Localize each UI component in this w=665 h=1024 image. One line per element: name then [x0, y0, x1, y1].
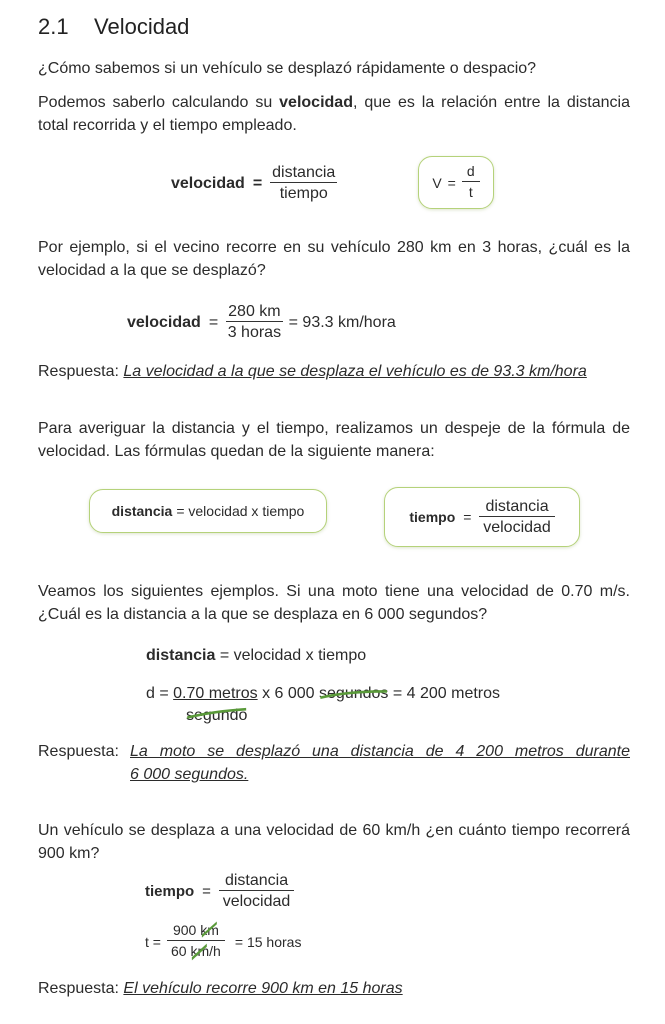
example3-formula — [145, 871, 294, 912]
strike-mark — [190, 941, 209, 962]
box1-rest: = velocidad x tiempo — [176, 503, 305, 519]
crossed-denominator-text: segundo — [186, 707, 248, 724]
strike-mark — [319, 683, 388, 704]
intro-text-start: Podemos saberlo calculando su — [38, 94, 280, 111]
example1-answer — [38, 360, 638, 383]
formula-numerator: distancia — [272, 164, 336, 181]
box2-numerator: distancia — [479, 497, 554, 517]
km-bottom: km — [190, 943, 210, 959]
example3-calc — [145, 921, 301, 962]
example2-text: Veamos los siguientes ejemplos. Si una moto tiene una velocidad de 0.70 m/s. ¿Cuál es la distancia a la que se desplaza en 6 000 segundos? — [38, 583, 630, 623]
example2-result: = 4 200 metros — [392, 685, 501, 702]
box-fraction — [462, 162, 480, 203]
section-number: 2.1 — [38, 14, 69, 39]
crossed-km-bottom — [190, 941, 209, 962]
example2-times: x 6 000 — [262, 685, 315, 702]
example2-calc — [146, 683, 500, 704]
crossed-text: segundos — [319, 685, 389, 702]
section-heading — [38, 14, 189, 40]
example2-bold: distancia — [146, 647, 216, 664]
example1-result: = 93.3 km/hora — [288, 313, 396, 331]
example2-answer-line2: 6 000 segundos. — [130, 766, 249, 783]
example2-crossed-segundos — [319, 683, 388, 704]
example3-result: = 15 horas — [234, 933, 302, 950]
box-eq: = — [447, 174, 456, 191]
box2-denominator: velocidad — [483, 518, 551, 536]
km-top: km — [200, 922, 219, 938]
example2-d-eq: d = — [146, 685, 169, 702]
intro-question: ¿Cómo sabemos si un vehículo se desplazó rápidamente o despacio? — [38, 60, 537, 77]
example1-fraction — [226, 302, 282, 343]
example3-text: Un vehículo se desplaza a una velocidad de 60 km/h ¿en cuánto tiempo recorrerá 900 km? — [38, 822, 630, 862]
example1-formula — [127, 302, 396, 343]
formula-fraction — [270, 163, 337, 204]
den-per-h: /h — [209, 943, 221, 959]
box-denominator: t — [468, 184, 473, 200]
answer-label: Respuesta: — [38, 363, 119, 380]
example3-numerator: distancia — [219, 871, 294, 891]
section-title: Velocidad — [94, 14, 190, 39]
example1-text: Por ejemplo, si el vecino recorre en su vehículo 280 km en 3 horas, ¿cuál es la velocidad a la que se desplazó? — [38, 239, 630, 279]
example3-eq: = — [202, 883, 211, 900]
box2-eq: = — [463, 509, 472, 525]
despeje-text: Para averiguar la distancia y el tiempo, realizamos un despeje de la fórmula de velocidad. Las fórmulas quedan de la siguiente manera: — [38, 420, 630, 460]
formula-eq: = — [252, 174, 263, 192]
example3-answer — [38, 977, 638, 1000]
example1-numerator: 280 km — [228, 303, 281, 320]
num-900: 900 — [172, 922, 197, 938]
example3-calc-numerator — [167, 921, 225, 941]
answer-label: Respuesta: — [38, 980, 119, 997]
answer-text: El vehículo recorre 900 km en 15 horas — [123, 980, 403, 997]
strike-mark — [200, 921, 219, 940]
distance-formula-box — [89, 489, 327, 533]
intro-paragraph — [38, 91, 630, 137]
box1-bold: distancia — [111, 503, 173, 519]
formula-denominator: tiempo — [279, 185, 328, 202]
example2-answer-label: Respuesta: — [38, 743, 119, 760]
velocity-formula-box — [418, 156, 494, 209]
time-formula-box — [384, 487, 580, 547]
example3-denominator: velocidad — [222, 893, 291, 910]
den-60: 60 — [171, 943, 187, 959]
example1-eq: = — [208, 313, 219, 331]
box2-bold: tiempo — [409, 509, 456, 525]
velocity-formula — [171, 163, 337, 204]
intro-bold-velocidad: velocidad — [279, 94, 353, 111]
crossed-km-top — [200, 921, 219, 940]
example2-formula — [146, 647, 366, 665]
box2-fraction — [479, 497, 554, 538]
example2-rest: = velocidad x tiempo — [219, 647, 367, 664]
example2-answer-line1: La moto se desplazó una distancia de 4 200 metros durante — [130, 743, 630, 760]
box-numerator: d — [462, 162, 480, 182]
example1-denominator: 3 horas — [227, 324, 282, 341]
formula-lhs: velocidad — [171, 174, 245, 192]
example1-lhs: velocidad — [127, 313, 201, 331]
answer-text: La velocidad a la que se desplaza el vehículo es de 93.3 km/hora — [123, 363, 587, 380]
example3-calc-denominator — [171, 941, 221, 962]
example3-calc-fraction — [167, 921, 225, 962]
example3-lhs: tiempo — [145, 883, 195, 900]
intro-text-end: , que es la relación entre la distancia total recorrida y el tiempo empleado. — [38, 94, 631, 134]
example3-t-eq: t = — [145, 933, 161, 950]
example2-denominator — [186, 705, 247, 726]
example3-fraction — [219, 871, 294, 912]
box-v: V — [432, 174, 442, 191]
strike-mark — [186, 705, 247, 726]
example2-numerator: 0.70 metros — [173, 685, 258, 702]
example2-crossed-segundo — [186, 705, 247, 726]
